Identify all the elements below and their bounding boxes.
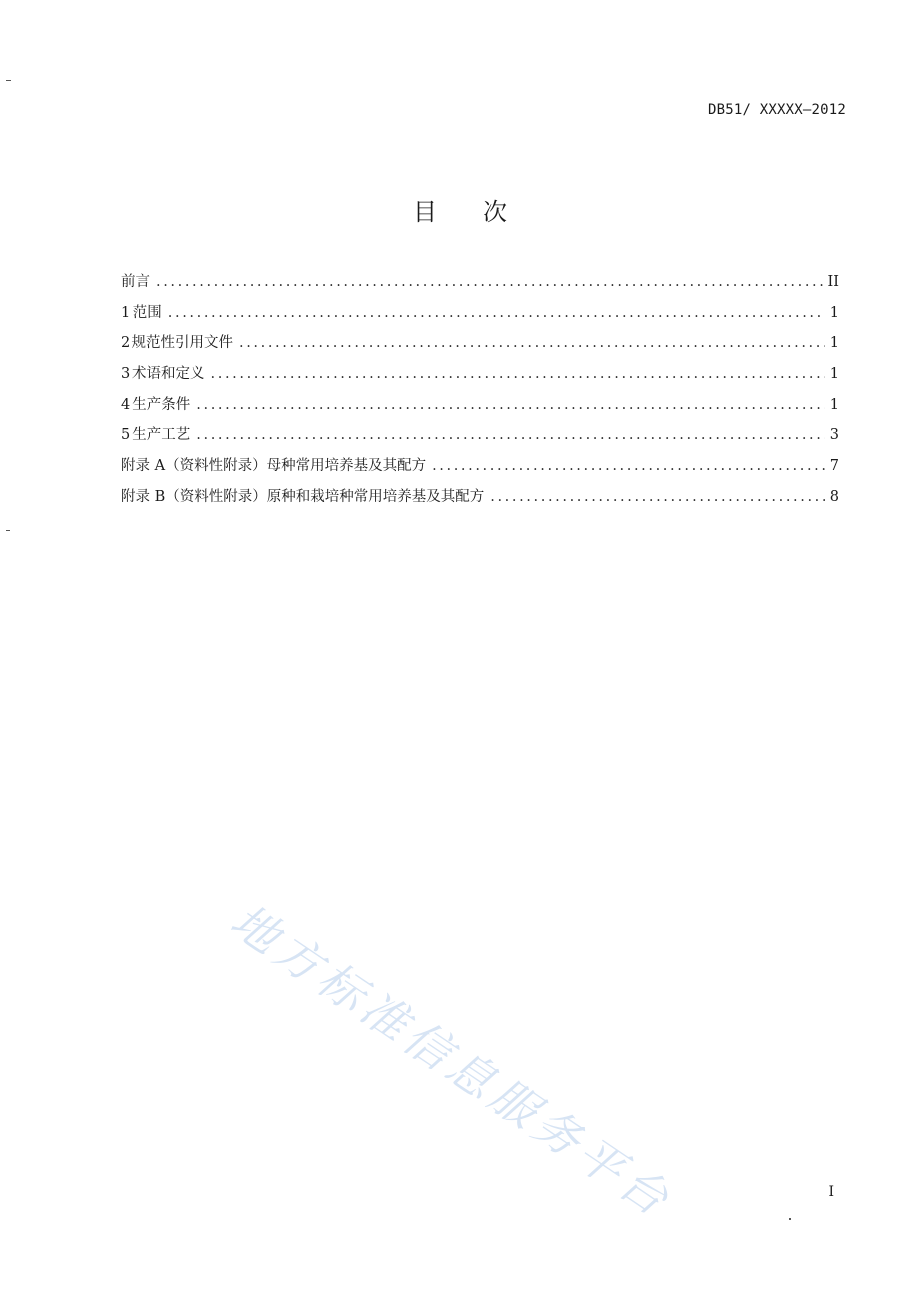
toc-entry-label: 生产条件	[132, 396, 191, 413]
toc-dot-leader	[156, 274, 824, 290]
toc-entry-label: 前言	[121, 274, 150, 290]
scan-speck	[6, 530, 10, 531]
toc-entry-appendix-a[interactable]	[121, 454, 839, 485]
toc-entry-label: 规范性引用文件	[131, 335, 234, 352]
scan-speck	[789, 1218, 791, 1220]
table-of-contents	[121, 270, 839, 516]
toc-entry-scope[interactable]	[121, 301, 839, 332]
scan-speck	[6, 80, 11, 81]
toc-dot-leader	[432, 458, 825, 474]
toc-title-char-1: 目	[413, 198, 437, 226]
toc-entry-terms[interactable]	[121, 362, 839, 393]
toc-entry-number: 2	[121, 335, 131, 352]
toc-entry-appendix-b[interactable]	[121, 485, 839, 516]
toc-entry-production-process[interactable]	[121, 423, 839, 454]
toc-entry-production-conditions[interactable]	[121, 393, 839, 424]
toc-entry-number: 3	[121, 366, 131, 383]
toc-entry-page: 1	[829, 304, 839, 321]
toc-entry-label: 原种和栽培种常用培养基及其配方	[266, 488, 485, 505]
toc-entry-label: 范围	[132, 304, 162, 321]
standard-number: DB51/ XXXXX—2012	[707, 102, 846, 118]
toc-entry-number: 4	[121, 396, 131, 413]
toc-entry-page: 1	[829, 335, 839, 352]
toc-entry-page: 7	[829, 458, 839, 475]
toc-dot-leader	[239, 335, 825, 351]
toc-entry-page: 3	[829, 427, 839, 444]
toc-entry-foreword[interactable]	[121, 270, 839, 301]
toc-entry-page: 1	[829, 396, 839, 413]
toc-dot-leader	[196, 427, 825, 443]
toc-entry-label: 母种常用培养基及其配方	[266, 458, 427, 475]
toc-entry-normative-references[interactable]	[121, 331, 839, 362]
toc-dot-leader	[168, 305, 825, 321]
toc-entry-number: 1	[121, 304, 131, 321]
toc-dot-leader	[490, 489, 825, 505]
toc-entry-label: 生产工艺	[132, 427, 191, 444]
watermark: 地方标准信息服务平台	[221, 893, 683, 1229]
toc-title	[0, 192, 920, 227]
toc-entry-number: 5	[121, 427, 131, 444]
toc-entry-page: 1	[829, 366, 839, 383]
toc-dot-leader	[211, 366, 825, 382]
toc-entry-page: 8	[829, 488, 839, 505]
toc-dot-leader	[196, 397, 825, 413]
toc-entry-label: 术语和定义	[132, 366, 205, 383]
toc-appendix-tag: 附录 B（资料性附录）	[121, 488, 267, 505]
toc-appendix-tag: 附录 A（资料性附录）	[121, 458, 267, 475]
toc-entry-page: II	[827, 274, 839, 290]
toc-title-char-2: 次	[483, 198, 507, 226]
page-number: I	[828, 1184, 834, 1200]
